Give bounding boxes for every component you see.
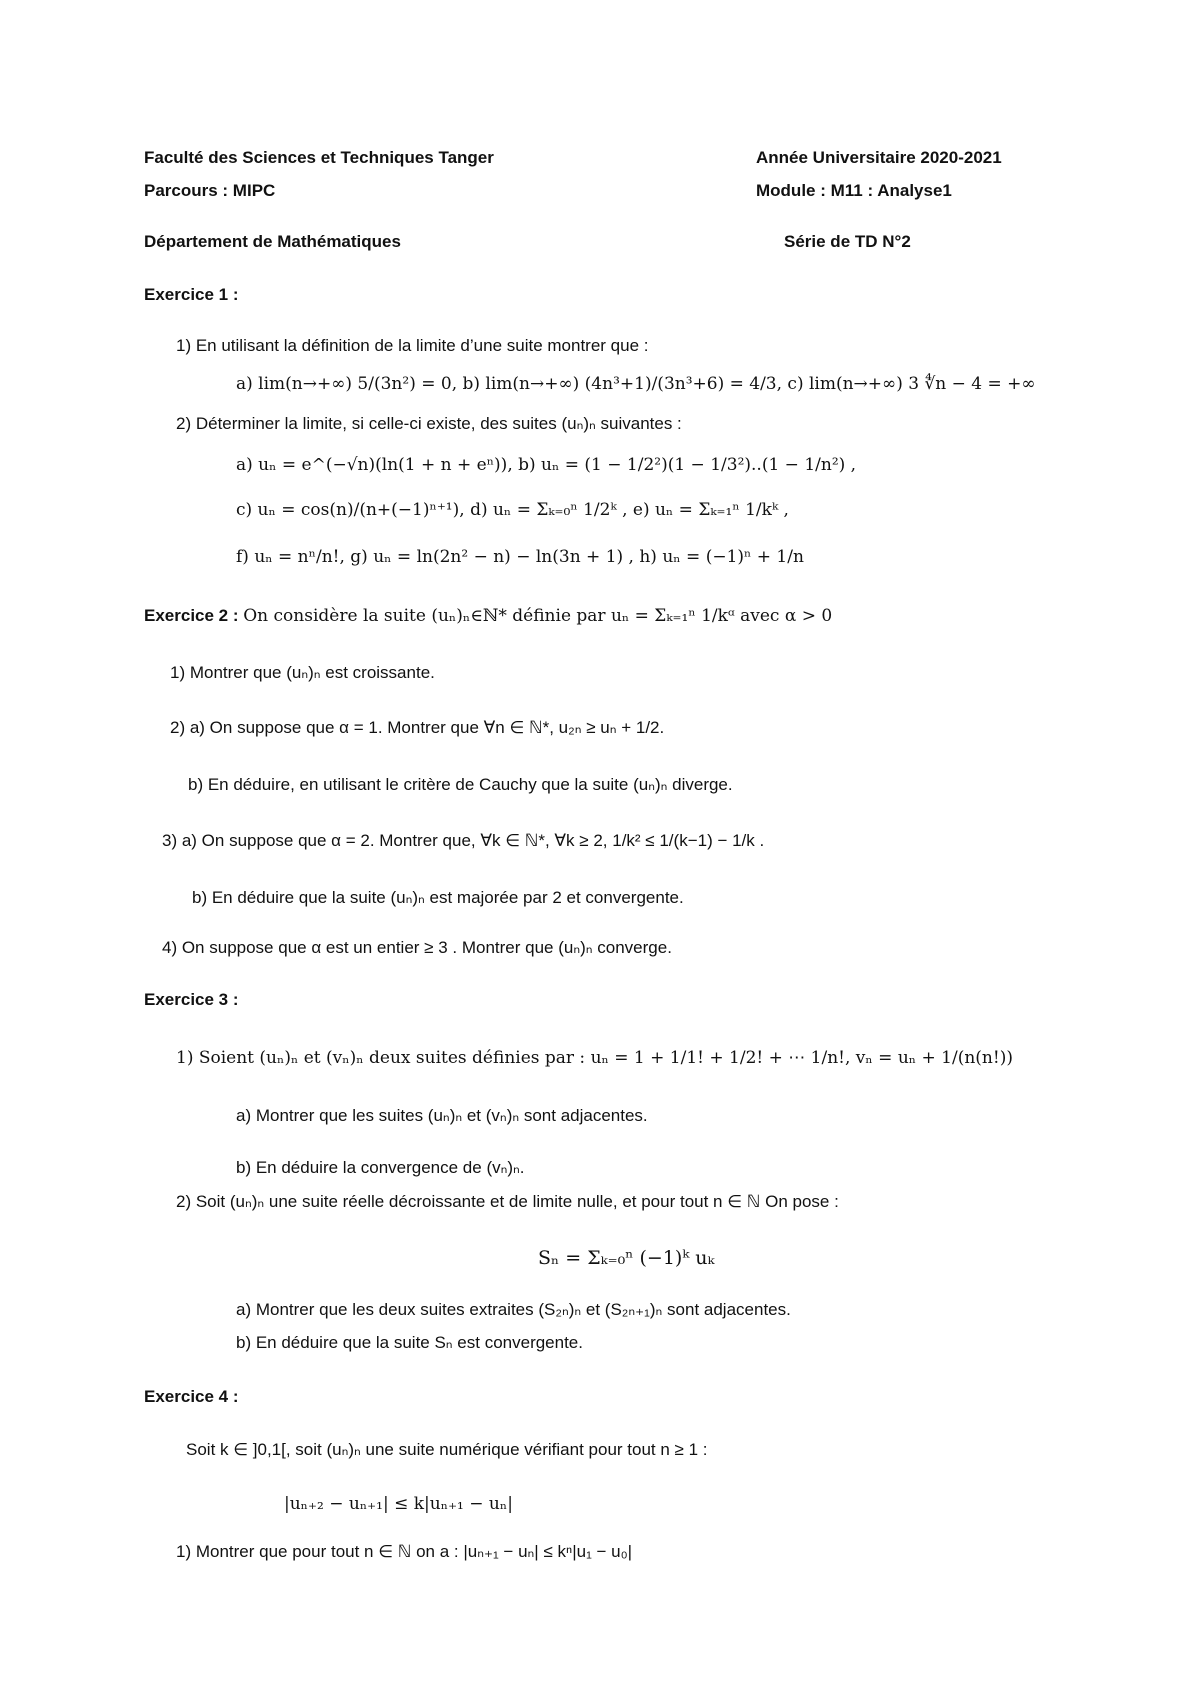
exercise-2-title: Exercice 2 : [144,606,239,625]
series-title: Série de TD N°2 [784,232,911,251]
ex3-question-2: 2) Soit (uₙ)ₙ une suite réelle décroissante et de limite nulle, et pour tout n ∈ ℕ On pose : [176,1192,839,1211]
ex3-question-2b: b) En déduire que la suite Sₙ est convergente. [236,1333,583,1352]
ex3-sum-formula: Sₙ = Σₖ₌₀ⁿ (−1)ᵏ uₖ [538,1247,715,1269]
ex1-question-2-row-3: f) uₙ = nⁿ/n!, g) uₙ = ln(2n² − n) − ln(3n + 1) , h) uₙ = (−1)ⁿ + 1/n [236,547,804,567]
department: Département de Mathématiques [144,232,401,251]
exercise-1-title: Exercice 1 : [144,285,239,304]
exercise-4-title: Exercice 4 : [144,1387,239,1406]
ex4-inequality: |uₙ₊₂ − uₙ₊₁| ≤ k|uₙ₊₁ − uₙ| [284,1494,513,1514]
exercise-3-title: Exercice 3 : [144,990,239,1009]
ex1-question-2-row-2: c) uₙ = cos(n)/(n+(−1)ⁿ⁺¹), d) uₙ = Σₖ₌₀ⁿ 1/2ᵏ , e) uₙ = Σₖ₌₁ⁿ 1/kᵏ , [236,500,789,520]
ex2-question-1: 1) Montrer que (uₙ)ₙ est croissante. [170,663,435,682]
ex2-intro: On considère la suite (uₙ)ₙ∈ℕ* définie par uₙ = Σₖ₌₁ⁿ 1/kᵅ avec α > 0 [243,606,833,626]
ex2-question-3a: 3) a) On suppose que α = 2. Montrer que, ∀k ∈ ℕ*, ∀k ≥ 2, 1/k² ≤ 1/(k−1) − 1/k . [162,831,765,850]
ex3-question-1b: b) En déduire la convergence de (vₙ)ₙ. [236,1158,525,1177]
ex1-question-1: 1) En utilisant la définition de la limite d’une suite montrer que : [176,336,649,355]
faculty-name: Faculté des Sciences et Techniques Tanger [144,148,494,167]
ex3-question-2a: a) Montrer que les deux suites extraites (S₂ₙ)ₙ et (S₂ₙ₊₁)ₙ sont adjacentes. [236,1300,791,1319]
ex1-question-1-items: a) lim(n→+∞) 5/(3n²) = 0, b) lim(n→+∞) (4n³+1)/(3n³+6) = 4/3, c) lim(n→+∞) 3 ∜n − 4 = +∞ [236,374,1036,394]
ex3-question-1a: a) Montrer que les suites (uₙ)ₙ et (vₙ)ₙ sont adjacentes. [236,1106,648,1125]
ex1-question-2: 2) Déterminer la limite, si celle-ci existe, des suites (uₙ)ₙ suivantes : [176,414,682,433]
ex3-question-1: 1) Soient (uₙ)ₙ et (vₙ)ₙ deux suites définies par : uₙ = 1 + 1/1! + 1/2! + ⋯ 1/n!, vₙ = uₙ + 1/(n(n!)) [176,1048,1013,1068]
ex4-question-1: 1) Montrer que pour tout n ∈ ℕ on a : |uₙ₊₁ − uₙ| ≤ kⁿ|u₁ − u₀| [176,1542,633,1561]
ex2-header [144,606,832,626]
ex2-question-4: 4) On suppose que α est un entier ≥ 3 . Montrer que (uₙ)ₙ converge. [162,938,672,957]
ex2-question-2a: 2) a) On suppose que α = 1. Montrer que ∀n ∈ ℕ*, u₂ₙ ≥ uₙ + 1/2. [170,718,665,737]
parcours: Parcours : MIPC [144,181,276,200]
ex4-intro: Soit k ∈ ]0,1[, soit (uₙ)ₙ une suite numérique vérifiant pour tout n ≥ 1 : [186,1440,708,1459]
module: Module : M11 : Analyse1 [756,181,952,200]
ex2-question-2b: b) En déduire, en utilisant le critère de Cauchy que la suite (uₙ)ₙ diverge. [188,775,733,794]
academic-year: Année Universitaire 2020-2021 [756,148,1002,167]
ex1-question-2-row-1: a) uₙ = e^(−√n)(ln(1 + n + eⁿ)), b) uₙ = (1 − 1/2²)(1 − 1/3²)..(1 − 1/n²) , [236,455,857,475]
ex2-question-3b: b) En déduire que la suite (uₙ)ₙ est majorée par 2 et convergente. [192,888,684,907]
